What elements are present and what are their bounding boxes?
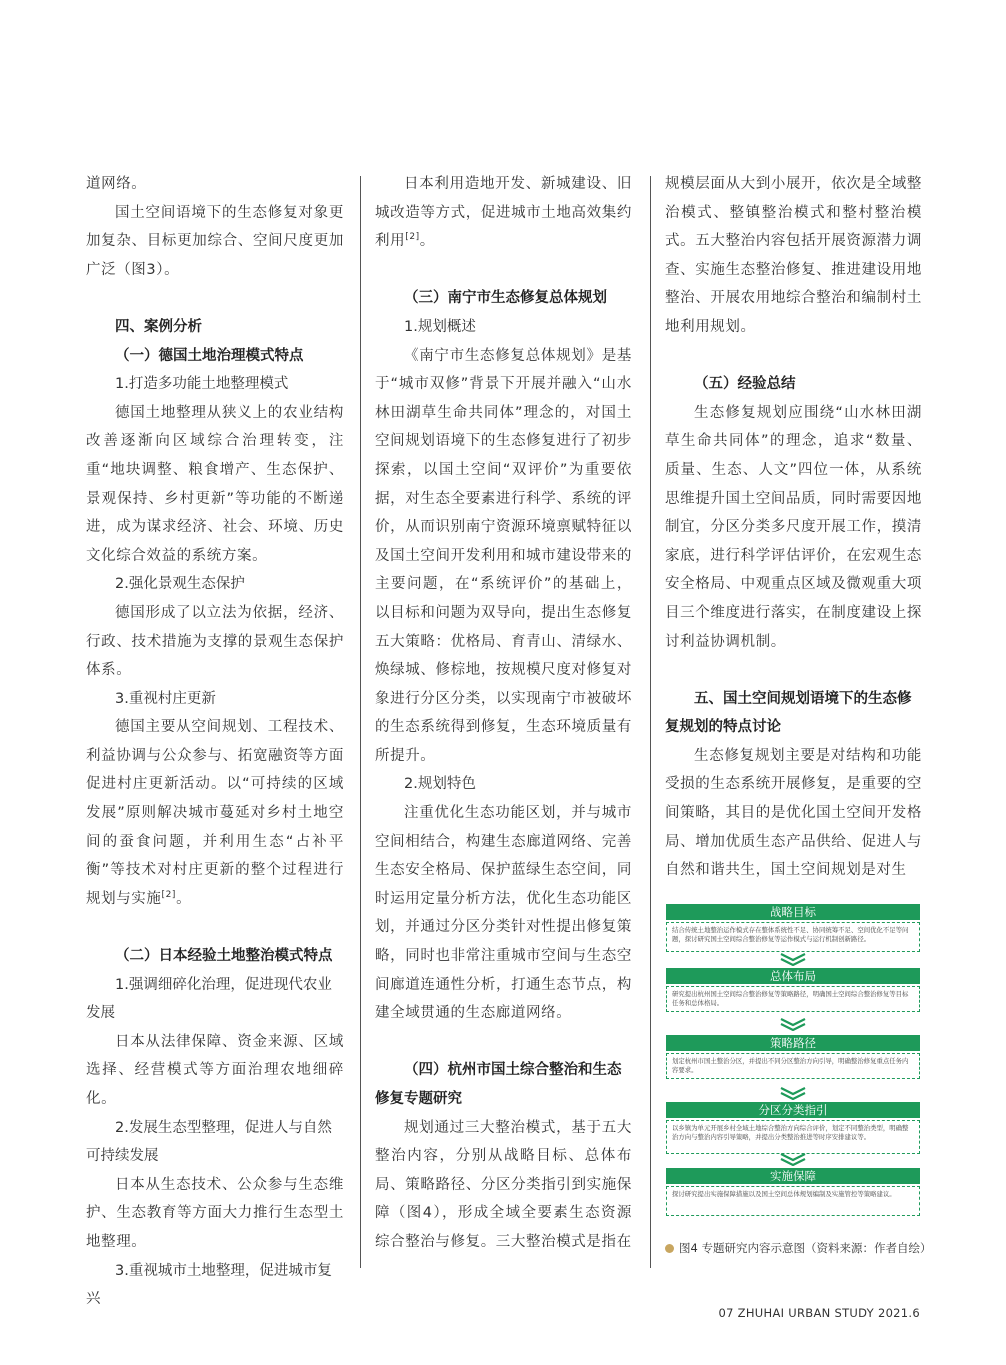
paragraph: 生态修复规划主要是对结构和功能受损的生态系统开展修复，是重要的空间策略，其目的是优化国土空间开发格局、增加优质生态产品供给、促进人与自然和谐共生，国土空间规划是对生 [665, 747, 922, 879]
item-heading: 3.重视村庄更新 [115, 690, 216, 707]
column-1 [86, 170, 344, 1314]
column-2 [375, 170, 632, 1257]
subsection-heading: （一）德国土地治理模式特点 [115, 347, 304, 364]
chevron-down-icon [779, 952, 807, 966]
paragraph: 国土空间语境下的生态修复对象更加复杂、目标更加综合、空间尺度更加广泛（图3）。 [86, 204, 344, 278]
subsection-heading: （五）经验总结 [694, 376, 796, 393]
paragraph: 规模层面从大到小展开，依次是全域整治模式、整镇整治模式和整村整治模式。五大整治内容包括开展资源潜力调查、实施生态整治修复、推进建设用地整治、开展农用地综合整治和编制村土地利用规划。 [665, 176, 922, 335]
paragraph: 日本利用造地开发、新城建设、旧城改造等方式，促进城市土地高效集约利用[2]。 [375, 176, 632, 250]
column-3 [665, 170, 922, 885]
paragraph: 规划通过三大整治模式，基于五大整治内容，分别从战略目标、总体布局、策略路径、分区分类指引到实施保障（图4），形成全域全要素生态资源综合整治与修复。三大整治模式是指在 [375, 1119, 632, 1250]
item-heading: 2.强化景观生态保护 [115, 576, 245, 593]
page-footer: 07 ZHUHAI URBAN STUDY 2021.6 [718, 1306, 920, 1320]
paragraph: 生态修复规划应围绕“山水林田湖草生命共同体”的理念，追求“数量、质量、生态、人文”四位一体，从系统思维提升国土空间品质，同时需要因地制宜，分区分类多尺度开展工作，摸清家底，进行科学评估评价，在宏观生态安全格局、中观重点区域及微观重大项目三个维度进行落实，在制度建设上探讨利益协调机制。 [665, 404, 922, 650]
column-divider [360, 176, 361, 1268]
paragraph: 《南宁市生态修复总体规划》是基于“城市双修”背景下开展并融入“山水林田湖草生命共同体”理念的，对国土空间规划语境下的生态修复进行了初步探索，以国土空间“双评价”为重要依据，对生态全要素进行科学、系统的评价，从而识别南宁资源环境禀赋特征以及国土空间开发利用和城市建设带来的主要问题，在“系统评价”的基础上，以目标和问题为双导向，提出生态修复五大策略：优格局、育青山、清绿水、焕绿城、修棕地，按规模尺度对修复对象进行分区分类，以实现南宁市被破坏的生态系统得到修复，生态环境质量有所提升。 [375, 347, 632, 764]
flow-box-zoning-guidance [666, 1102, 920, 1154]
paragraph: 德国主要从空间规划、工程技术、利益协调与公众参与、拓宽融资等方面促进村庄更新活动。以“可持续的区域发展”原则解决城市蔓延对乡村土地空间的蚕食问题，并利用生态“占补平衡”等技术对村庄更新的整个过程进行规划与实施[2]。 [86, 719, 344, 907]
paragraph: 德国土地整理从狭义上的农业结构改善逐渐向区域综合治理转变，注重“地块调整、粮食增产、生态保护、景观保持、乡村更新”等功能的不断递进，成为谋求经济、社会、环境、历史文化综合效益的系统方案。 [86, 404, 344, 564]
item-heading: 3.重视城市土地整理，促进城市复兴 [86, 1262, 332, 1308]
subsection-heading: （四）杭州市国土综合整治和生态修复专题研究 [375, 1062, 622, 1107]
paragraph: 日本从生态技术、公众参与生态维护、生态教育等方面大力推行生态型土地整理。 [86, 1176, 344, 1250]
flow-box-strategy-path [666, 1035, 920, 1079]
flow-box-text: 以乡镇为单元开展乡村全域土地综合整治方向综合评价，划定不同整治类型，明确整治方向与整治内容引导策略，并提出分类整治推进等时序安排建议等。 [666, 1120, 920, 1154]
flow-box-title: 实施保障 [666, 1168, 920, 1184]
flow-box-title: 总体布局 [666, 968, 920, 984]
chevron-down-icon [779, 1086, 807, 1100]
subsection-heading: （二）日本经验土地整治模式特点 [115, 948, 333, 965]
section-heading: 四、案例分析 [115, 318, 202, 335]
paragraph: 注重优化生态功能区划，并与城市空间相结合，构建生态廊道网络、完善生态安全格局、保护蓝绿生态空间，同时运用定量分析方法，优化生态功能区划，并通过分区分类针对性提出修复策略，同时也非常注重城市空间与生态空间廊道连通性分析，打通生态节点，构建全域贯通的生态廊道网络。 [375, 805, 632, 1022]
paragraph: 德国形成了以立法为依据，经济、行政、技术措施为支撑的景观生态保护体系。 [86, 604, 344, 679]
flow-box-strategic-goal [666, 904, 920, 952]
item-heading: 2.规划特色 [404, 776, 476, 793]
flow-box-text: 划定杭州市国土整治分区，并提出不同分区整治方向引导，明确整治修复重点任务内容要求。 [666, 1053, 920, 1079]
flow-box-title: 策略路径 [666, 1035, 920, 1051]
item-heading: 1.强调细碎化治理，促进现代农业发展 [86, 976, 332, 1022]
chevron-down-icon [779, 1017, 807, 1031]
citation: [2] [405, 232, 420, 243]
paragraph: 日本从法律保障、资金来源、区域选择、经营模式等方面治理农地细碎化。 [86, 1033, 344, 1107]
flow-box-title: 分区分类指引 [666, 1102, 920, 1118]
chevron-down-icon [779, 1152, 807, 1166]
flow-box-text: 探讨研究提出实施保障措施以及国土空间总体规划编制及实施管控等策略建议。 [666, 1186, 920, 1216]
figure-caption: 图4 专题研究内容示意图（资料来源：作者自绘） [665, 1240, 945, 1256]
paragraph: 道网络。 [86, 176, 147, 192]
flow-box-implementation [666, 1168, 920, 1216]
figure-4-flowchart [665, 900, 922, 1222]
subsection-heading: （三）南宁市生态修复总体规划 [404, 290, 607, 307]
flow-box-text: 结合传统土地整治运作模式存在整体系统性不足、协同统筹不足、空间优化不足等问题，探讨研究国土空间综合整治修复等运作模式与运行机制创新路径。 [666, 922, 920, 952]
flow-box-text: 研究提出杭州国土空间综合整治修复等策略路径，明确国土空间综合整治修复等目标任务和总体格局。 [666, 986, 920, 1012]
flow-box-title: 战略目标 [666, 904, 920, 920]
item-heading: 1.规划概述 [404, 318, 476, 335]
item-heading: 2.发展生态型整理，促进人与自然可持续发展 [86, 1119, 332, 1165]
flow-box-overall-layout [666, 968, 920, 1012]
item-heading: 1.打造多功能土地整理模式 [115, 376, 289, 393]
section-heading: 五、国土空间规划语境下的生态修复规划的特点讨论 [665, 690, 912, 736]
column-divider [650, 176, 651, 1268]
citation: [2] [161, 890, 177, 901]
bullet-dot-icon [665, 1244, 674, 1253]
